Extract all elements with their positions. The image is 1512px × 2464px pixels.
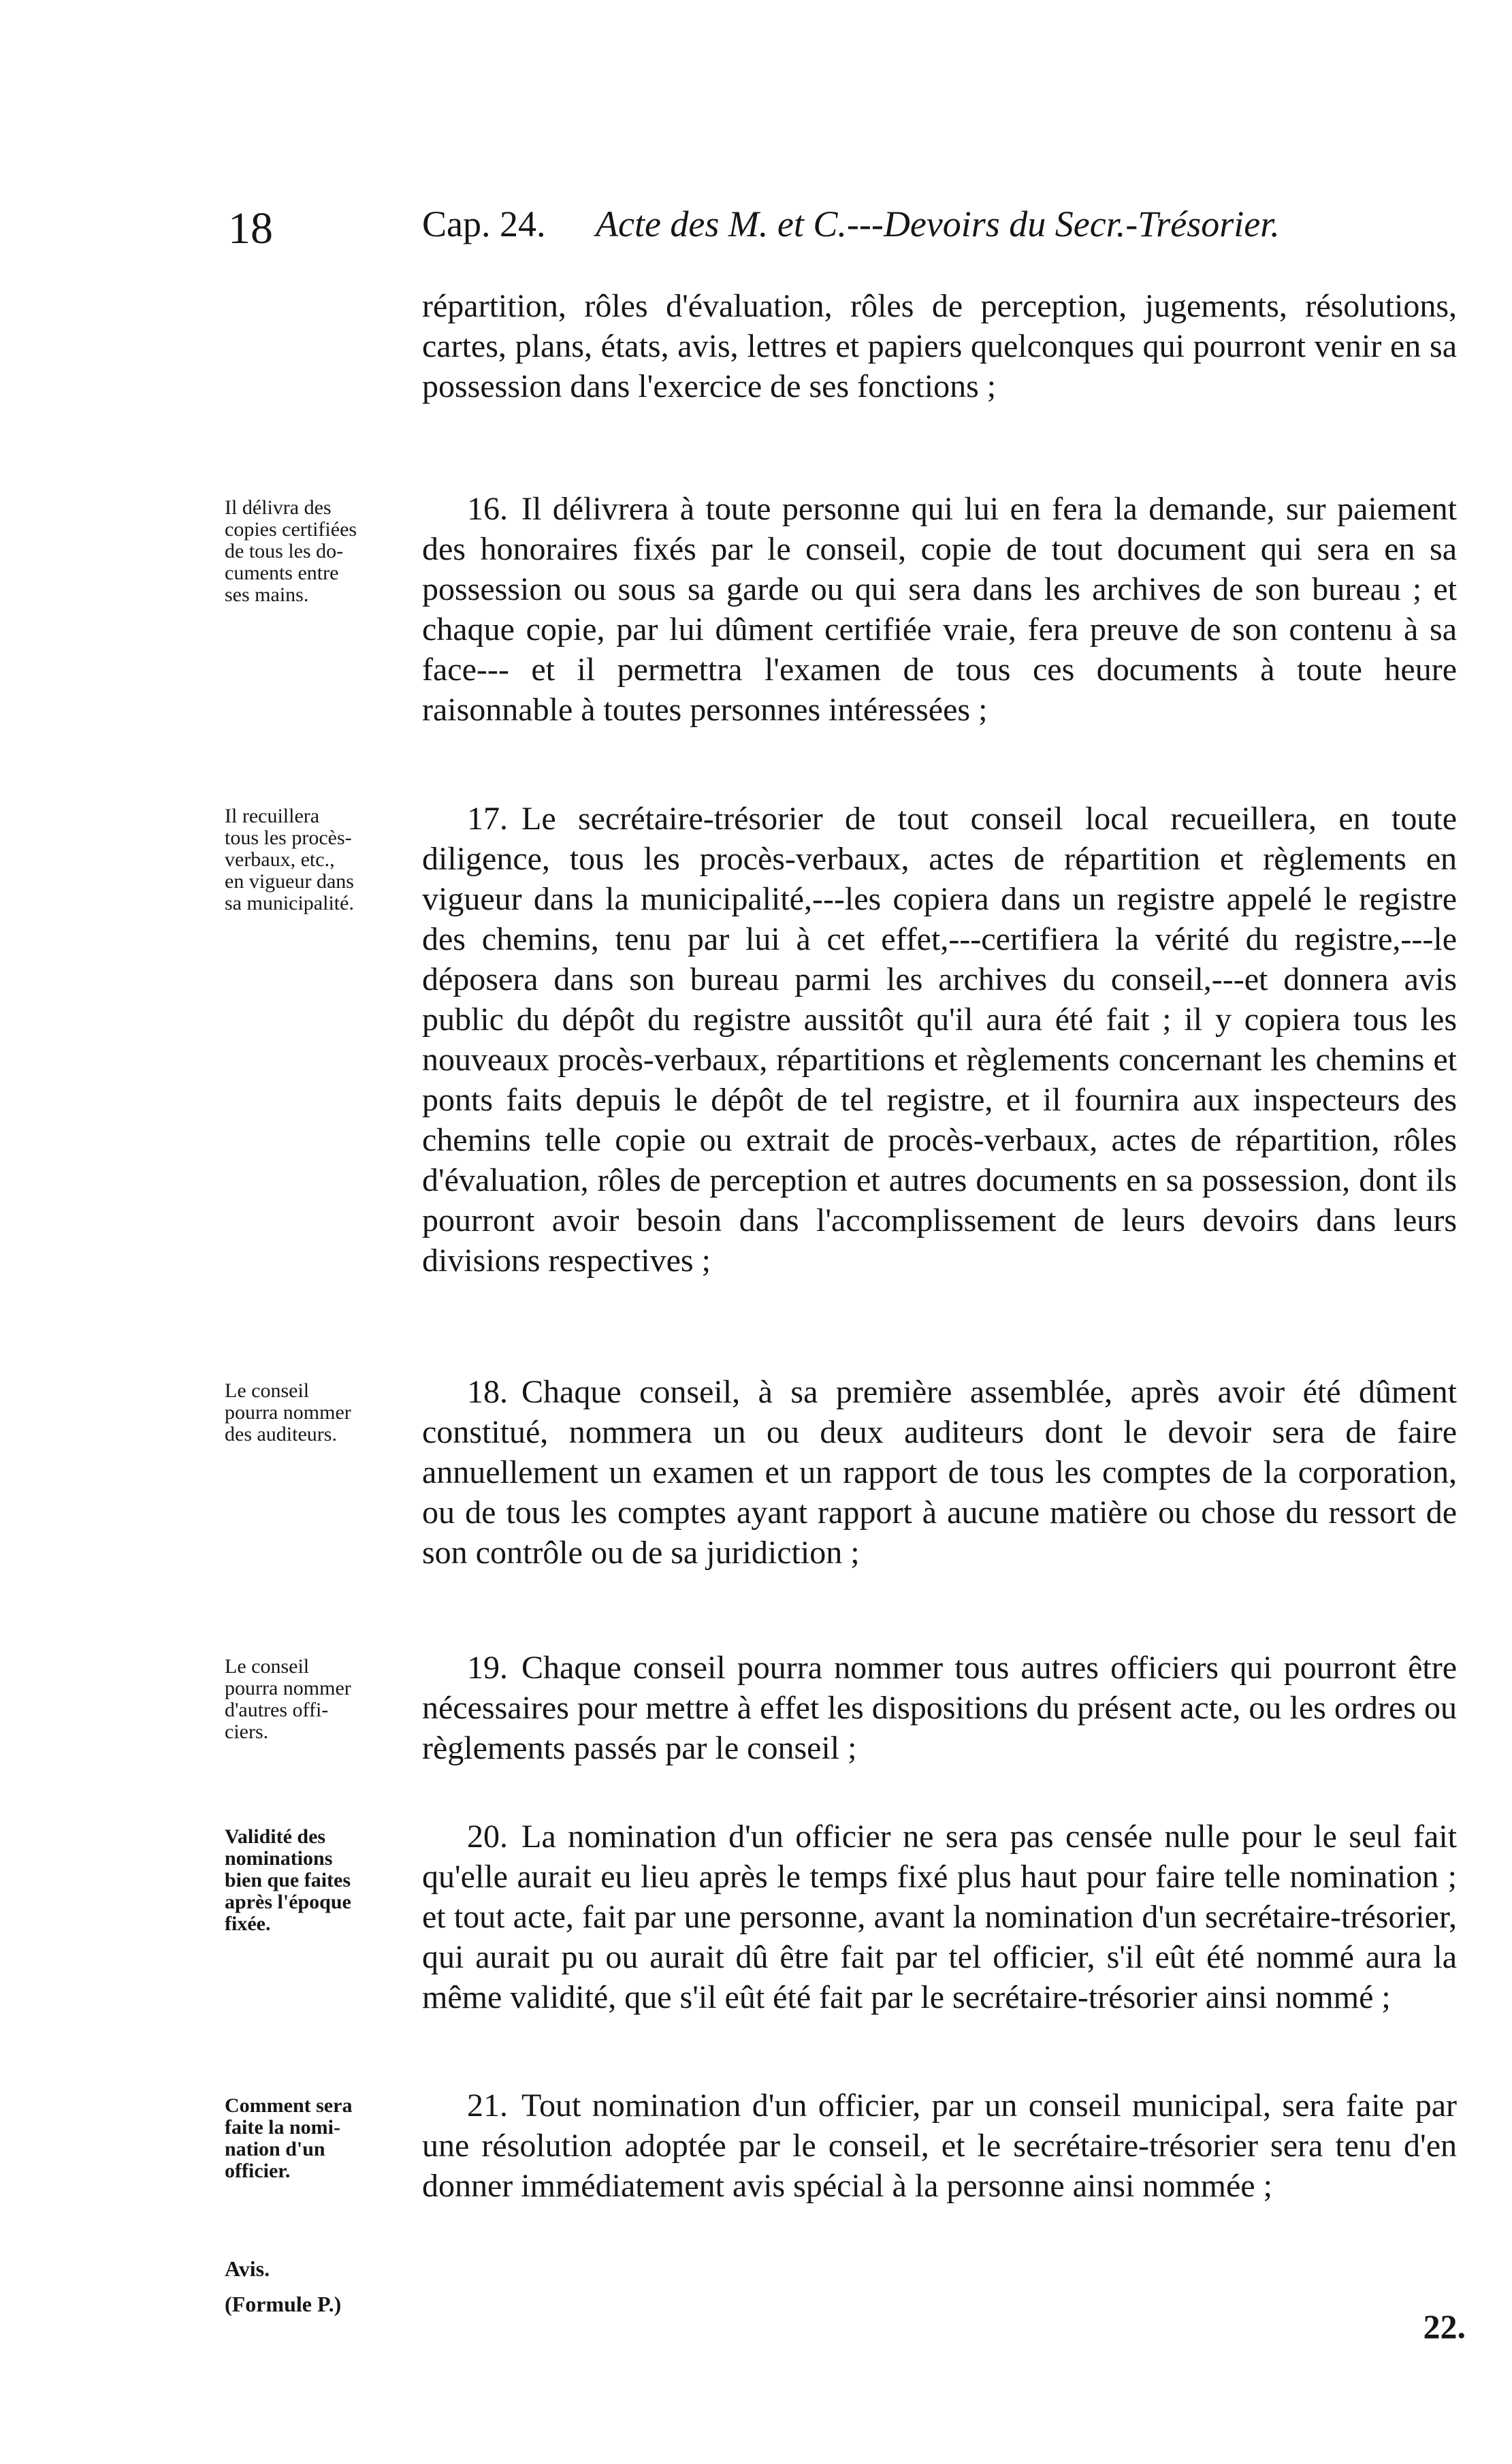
- section-number: 16.: [467, 491, 508, 527]
- marginal-note-line: Le conseil: [225, 1379, 310, 1402]
- marginal-note-line: fixée.: [225, 1913, 271, 1935]
- section-body: [422, 489, 1457, 730]
- marginal-note-line: officier.: [225, 2160, 291, 2182]
- section-number: 17.: [467, 801, 508, 837]
- marginal-note-line: Comment sera: [225, 2094, 353, 2117]
- section-number: 21.: [467, 2087, 508, 2124]
- marginal-note-line: ses mains.: [225, 583, 309, 606]
- marginal-note-line: faite la nomi-: [225, 2116, 340, 2139]
- marginal-note-line: en vigueur dans: [225, 870, 354, 893]
- marginal-note-line: Il recuillera: [225, 805, 320, 827]
- section-text: Chaque conseil pourra nommer tous autres officiers qui pourront être nécessaires pour mettre à effet les dispositions du présent acte, ou les ordres ou règlements passés par le conseil ;: [422, 1650, 1457, 1766]
- marginal-note-line: de tous les do-: [225, 540, 344, 562]
- marginal-note-line: Validité des: [225, 1825, 326, 1848]
- marginal-note-line: des auditeurs.: [225, 1423, 337, 1445]
- marginal-note-line: ciers.: [225, 1721, 269, 1743]
- marginal-note-line: nominations: [225, 1847, 333, 1870]
- marginal-note-line: pourra nommer: [225, 1677, 351, 1699]
- section-body: [422, 2085, 1457, 2206]
- section-text: Tout nomination d'un officier, par un conseil municipal, sera faite par une résolution adoptée par le conseil, et le secrétaire-trésorier sera tenu d'en donner immédiatement avis spécial à la personne ainsi nommée ;: [422, 2087, 1457, 2204]
- marginal-note-line: tous les procès-: [225, 827, 352, 849]
- formule-note: (Formule P.): [225, 2292, 342, 2316]
- section-body: [422, 1817, 1457, 2017]
- page-number: 18: [228, 204, 273, 253]
- marginal-note: [225, 1656, 422, 1743]
- marginal-note-line: copies certifiées: [225, 518, 357, 541]
- marginal-note: [225, 805, 422, 914]
- section-number: 18.: [467, 1374, 508, 1410]
- marginal-note-line: Le conseil: [225, 1655, 310, 1678]
- section-text: Chaque conseil, à sa première assemblée, après avoir été dûment constitué, nommera un ou deux auditeurs dont le devoir sera de faire annuellement un examen et un rapport de tous les comptes de la corporation, ou de tous les comptes ayant rapport à aucune matière ou chose du ressort de son contrôle ou de sa juridiction ;: [422, 1374, 1457, 1571]
- marginal-note-line: d'autres offi-: [225, 1699, 329, 1721]
- page-title: Acte des M. et C.---Devoirs du Secr.-Trésorier.: [596, 204, 1280, 244]
- marginal-note-line: cuments entre: [225, 562, 339, 584]
- section-text: Le secrétaire-trésorier de tout conseil local recueillera, en toute diligence, tous les procès-verbaux, actes de répartition et règlements en vigueur dans la municipalité,---les copiera dans un registre appelé le registre des chemins, tenu par lui à cet effet,---certifiera la vérité du registre,---le déposera dans son bureau parmi les archives du conseil,---et donnera avis public du dépôt du registre aussitôt qu'il aura été fait ; il y copiera tous les nouveaux procès-verbaux, répartitions et règlements concernant les chemins et ponts faits depuis le dépôt de tel registre, et il fournira aux inspecteurs des chemins telle copie ou extrait de procès-verbaux, actes de répartition, rôles d'évaluation, rôles de perception et autres documents en sa possession, dont ils pourront avoir besoin dans l'accomplissement de leurs devoirs dans leurs divisions respectives ;: [422, 801, 1457, 1279]
- intro-paragraph: répartition, rôles d'évaluation, rôles de perception, jugements, résolutions, cartes, plans, états, avis, lettres et papiers quelconques qui pourront venir en sa possession dans l'exercice de ses fonctions ;: [422, 288, 1457, 404]
- marginal-note: [225, 497, 422, 606]
- marginal-note-line: pourra nommer: [225, 1401, 351, 1424]
- marginal-note-line: après l'époque: [225, 1891, 351, 1913]
- marginal-note-line: verbaux, etc.,: [225, 848, 335, 871]
- section-body: [422, 1372, 1457, 1573]
- chapter-label: Cap. 24.: [422, 204, 546, 244]
- section-number: 20.: [467, 1819, 508, 1855]
- page-header: [422, 203, 1280, 245]
- marginal-note-line: bien que faites: [225, 1869, 351, 1891]
- section-body: [422, 799, 1457, 1281]
- marginal-note: [225, 1826, 422, 1935]
- marginal-note-line: sa municipalité.: [225, 892, 354, 914]
- marginal-note-line: Il délivra des: [225, 496, 332, 519]
- avis-note: Avis.: [225, 2256, 270, 2281]
- section-number: 19.: [467, 1650, 508, 1686]
- section-body: [422, 1648, 1457, 1768]
- marginal-note: [225, 1380, 422, 1445]
- page-signature: 22.: [1423, 2307, 1466, 2346]
- section-text: La nomination d'un officier ne sera pas censée nulle pour le seul fait qu'elle aurait eu lieu après le temps fixé plus haut pour faire telle nomination ; et tout acte, fait par une personne, avant la nomination d'un secrétaire-trésorier, qui aurait pu ou aurait dû être fait par tel officier, s'il eût été nommé aura la même validité, que s'il eût été fait par le secrétaire-trésorier ainsi nommé ;: [422, 1819, 1457, 2015]
- section-text: Il délivrera à toute personne qui lui en fera la demande, sur paiement des honoraires fixés par le conseil, copie de tout document qui sera en sa possession ou sous sa garde ou qui sera dans les archives de son bureau ; et chaque copie, par lui dûment certifiée vraie, fera preuve de son contenu à sa face--- et il permettra l'examen de tous ces documents à toute heure raisonnable à toutes personnes intéressées ;: [422, 491, 1457, 728]
- marginal-note-line: nation d'un: [225, 2138, 325, 2160]
- marginal-note: [225, 2095, 422, 2182]
